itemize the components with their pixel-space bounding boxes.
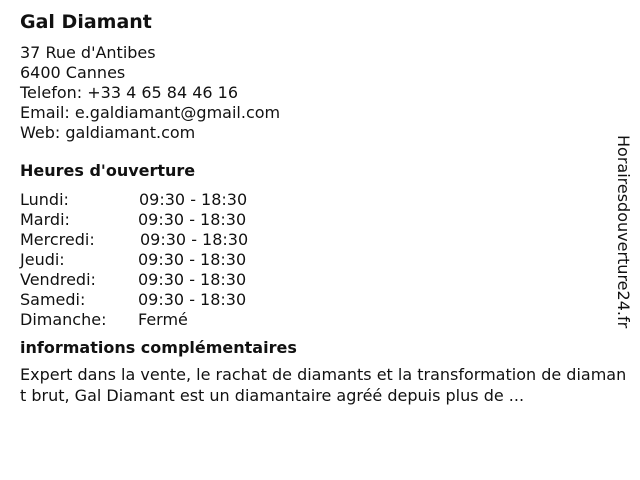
day-label: Vendredi: bbox=[20, 270, 96, 289]
hours-row-monday bbox=[20, 190, 610, 210]
day-label: Dimanche: bbox=[20, 310, 107, 329]
web-line: Web: galdiamant.com bbox=[20, 123, 196, 142]
city-postcode: 6400 Cannes bbox=[20, 63, 126, 82]
hours-row-tuesday bbox=[20, 210, 610, 230]
phone-line: Telefon: +33 4 65 84 46 16 bbox=[20, 83, 239, 102]
hours-row-sunday bbox=[20, 310, 610, 330]
time-value: 09:30 - 18:30 bbox=[140, 230, 249, 249]
additional-info-text: Expert dans la vente, le rachat de diamants et la transformation de diamant brut, Gal Diamant est un diamantaire agréé depuis plus de ... bbox=[20, 365, 627, 405]
hours-row-wednesday bbox=[20, 230, 610, 250]
street-address: 37 Rue d'Antibes bbox=[20, 43, 156, 62]
additional-info-heading: informations complémentaires bbox=[20, 338, 297, 357]
day-label: Samedi: bbox=[20, 290, 86, 309]
time-value: 09:30 - 18:30 bbox=[138, 290, 247, 309]
time-value: 09:30 - 18:30 bbox=[138, 250, 247, 269]
time-value: 09:30 - 18:30 bbox=[138, 210, 247, 229]
day-label: Mercredi: bbox=[20, 230, 95, 249]
business-name: Gal Diamant bbox=[20, 11, 152, 33]
time-value: 09:30 - 18:30 bbox=[139, 190, 248, 209]
day-label: Jeudi: bbox=[20, 250, 65, 269]
day-label: Lundi: bbox=[20, 190, 69, 209]
hours-row-thursday bbox=[20, 250, 610, 270]
time-value: Fermé bbox=[138, 310, 188, 329]
site-watermark: Horairesdouverture24.fr bbox=[614, 135, 633, 329]
opening-hours-table bbox=[20, 190, 610, 330]
hours-row-friday bbox=[20, 270, 610, 290]
contact-block bbox=[20, 43, 610, 143]
day-label: Mardi: bbox=[20, 210, 70, 229]
time-value: 09:30 - 18:30 bbox=[138, 270, 247, 289]
hours-row-saturday bbox=[20, 290, 610, 310]
email-line: Email: e.galdiamant@gmail.com bbox=[20, 103, 281, 122]
opening-hours-heading: Heures d'ouverture bbox=[20, 161, 196, 180]
